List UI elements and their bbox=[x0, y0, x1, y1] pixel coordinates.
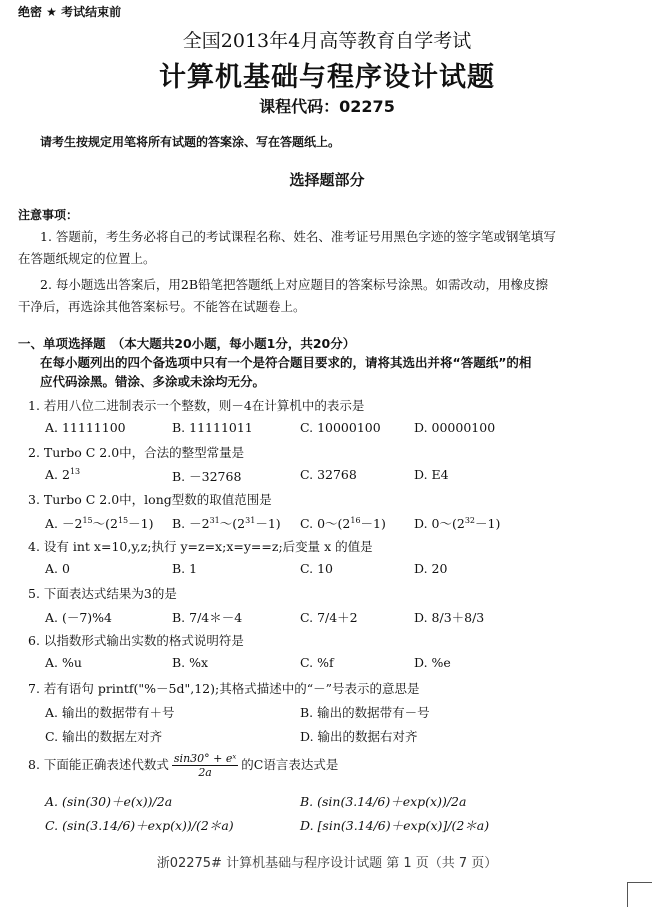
answer-instruction: 请考生按规定用笔将所有试题的答案涂、写在答题纸上。 bbox=[40, 135, 341, 149]
q3-option-d: D. $0\sim(2^{32}-1)$ bbox=[414, 515, 501, 531]
q3-option-c: C. $0\sim(2^{16}-1)$ bbox=[300, 515, 386, 531]
q2-option-c: C. 32768 bbox=[300, 467, 357, 482]
question-4-stem: 4. 设有 int x=10,y,z;执行 y=z=x;x=y==z;后变量 x 的值是 bbox=[28, 539, 373, 554]
q7-option-c: C. 输出的数据左对齐 bbox=[45, 729, 163, 744]
question-8-stem: 8. 下面能正确表述代数式 $\frac{\text{sin30° + eˣ}}{2a}$ 的C语言表达式是 bbox=[28, 752, 339, 779]
question-2-stem: 2. Turbo C 2.0中，合法的整型常量是 bbox=[28, 445, 245, 460]
part-title: 选择题部分 bbox=[289, 171, 365, 189]
question-5-stem: 5. 下面表达式结果为3的是 bbox=[28, 586, 177, 601]
paper-title: 计算机基础与程序设计试题 bbox=[159, 62, 495, 93]
q4-option-d: D. 20 bbox=[414, 561, 448, 576]
q2-option-d: D. E4 bbox=[414, 467, 449, 482]
notice-item2-line1: 2. 每小题选出答案后，用2B铅笔把答题纸上对应题目的答案标号涂黑。如需改动，用橡皮擦 bbox=[40, 277, 549, 292]
q3-option-b: B. $-2^{31}\sim(2^{31}-1)$ bbox=[172, 515, 281, 531]
q8-option-d: D. [sin(3.14/6)＋exp(x)]/(2＊a) bbox=[300, 818, 490, 833]
q4-option-a: A. 0 bbox=[45, 561, 70, 576]
q1-option-a: A. 11111100 bbox=[45, 420, 126, 435]
section-heading: 一、单项选择题 （本大题共20小题，每小题1分，共20分） bbox=[18, 336, 356, 351]
q2-option-a: A. $2^{13}$ bbox=[45, 467, 81, 483]
q7-option-b: B. 输出的数据带有－号 bbox=[300, 705, 430, 720]
q8-option-a: A. (sin(30)＋e(x))/2a bbox=[45, 794, 173, 809]
secret-label: 绝密 ★ 考试结束前 bbox=[18, 5, 122, 19]
q5-option-d: D. 8/3＋8/3 bbox=[414, 610, 485, 625]
corner-mark bbox=[627, 882, 652, 907]
question-7-stem: 7. 若有语句 printf("%－5d",12);其格式描述中的“－”号表示的意思是 bbox=[28, 681, 420, 696]
q3-option-a: A. $-2^{15}\sim(2^{15}-1)$ bbox=[45, 515, 154, 531]
q6-option-d: D. %e bbox=[414, 655, 451, 670]
question-1-stem: 1. 若用八位二进制表示一个整数，则－4在计算机中的表示是 bbox=[28, 398, 365, 413]
page-footer: 浙02275# 计算机基础与程序设计试题 第 1 页（共 7 页） bbox=[156, 856, 498, 871]
q1-option-c: C. 10000100 bbox=[300, 420, 381, 435]
notice-heading: 注意事项： bbox=[18, 208, 79, 222]
q5-option-a: A. (－7)%4 bbox=[45, 610, 113, 625]
section-desc-line1: 在每小题列出的四个备选项中只有一个是符合题目要求的，请将其选出并将“答题纸”的相 bbox=[40, 355, 532, 370]
notice-item2-line2: 干净后，再选涂其他答案标号。不能答在试题卷上。 bbox=[18, 299, 306, 314]
exam-title: 全国2013年4月高等教育自学考试 bbox=[182, 30, 472, 52]
q1-option-b: B. 11111011 bbox=[172, 420, 253, 435]
q4-option-b: B. 1 bbox=[172, 561, 198, 576]
q6-option-c: C. %f bbox=[300, 655, 334, 670]
course-code: 课程代码：02275 bbox=[259, 97, 395, 116]
q2-option-b: B. －32768 bbox=[172, 469, 242, 484]
q5-option-c: C. 7/4＋2 bbox=[300, 610, 358, 625]
q5-option-b: B. 7/4＊－4 bbox=[172, 610, 243, 625]
section-desc bbox=[40, 353, 531, 391]
notice-item1-line1: 1. 答题前，考生务必将自己的考试课程名称、姓名、准考证号用黑色字迹的签字笔或钢笔填写 bbox=[40, 229, 556, 244]
algebraic-fraction: $\frac{\text{sin30° + eˣ}}{2a}$ bbox=[173, 752, 237, 779]
q6-option-a: A. %u bbox=[45, 655, 82, 670]
section-desc-line2: 应代码涂黑。错涂、多涂或未涂均无分。 bbox=[40, 374, 266, 389]
q6-option-b: B. %x bbox=[172, 655, 209, 670]
notice-item1-line2: 在答题纸规定的位置上。 bbox=[18, 251, 156, 266]
q7-option-d: D. 输出的数据右对齐 bbox=[300, 729, 418, 744]
q8-option-b: B. (sin(3.14/6)＋exp(x))/2a bbox=[300, 794, 467, 809]
q8-option-c: C. (sin(3.14/6)＋exp(x))/(2＊a) bbox=[45, 818, 234, 833]
q7-option-a: A. 输出的数据带有＋号 bbox=[45, 705, 175, 720]
q4-option-c: C. 10 bbox=[300, 561, 333, 576]
question-3-stem: 3. Turbo C 2.0中，long型数的取值范围是 bbox=[28, 492, 272, 507]
question-6-stem: 6. 以指数形式输出实数的格式说明符是 bbox=[28, 633, 244, 648]
q1-option-d: D. 00000100 bbox=[414, 420, 496, 435]
